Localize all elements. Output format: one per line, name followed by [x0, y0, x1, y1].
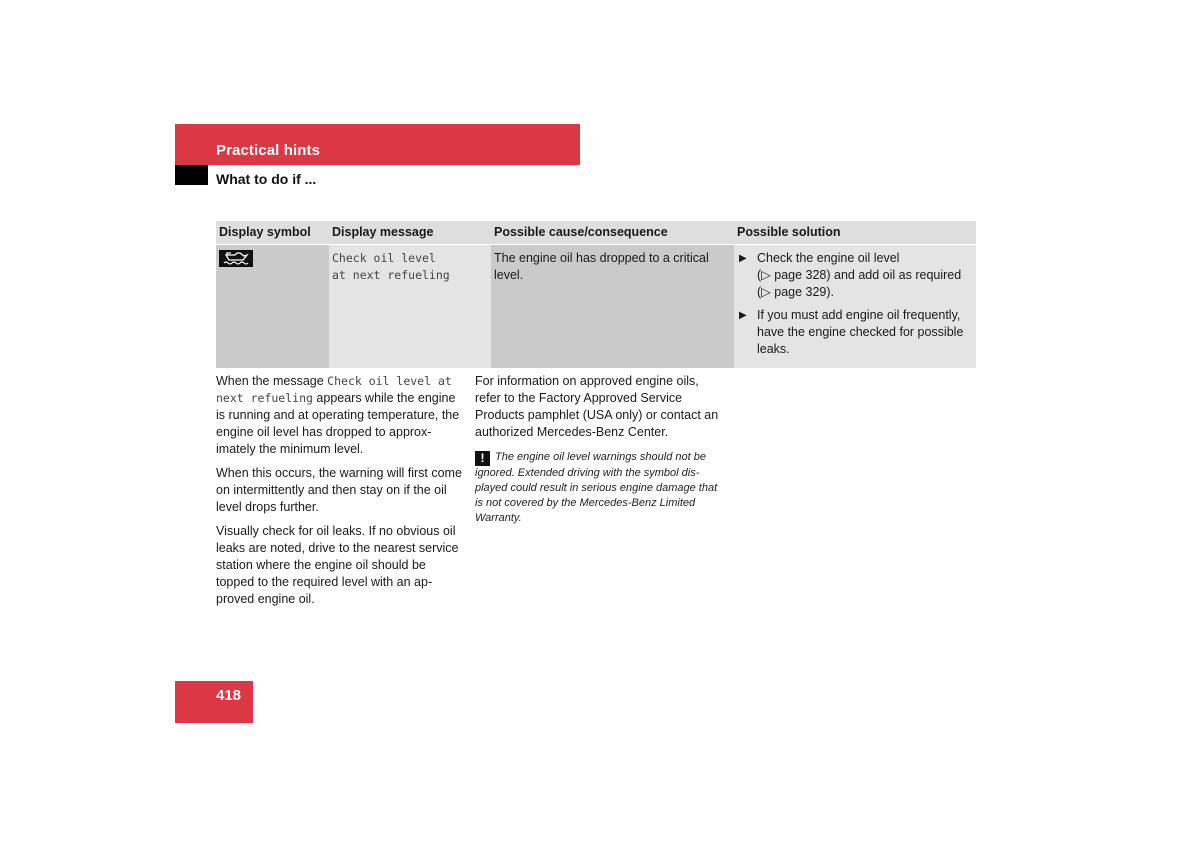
- warning-note: [475, 450, 720, 526]
- warning-text: The engine oil level warnings should not be ignored. Extended driving with the symbol displayed could result in serious engine damage that is not covered by the Mercedes-Benz Limited Warranty.: [475, 451, 718, 524]
- table-header-row: [216, 221, 976, 245]
- page-number-box: [175, 681, 253, 723]
- left-text-column: [216, 373, 462, 615]
- header-display-symbol: Display symbol: [216, 221, 329, 245]
- left-paragraph-2: When this occurs, the warning will first come on intermittently and then stay on if the oil level drops further.: [216, 466, 462, 514]
- subsection-title: What to do if ...: [216, 171, 317, 187]
- table-row: [216, 245, 976, 369]
- right-text-column: [475, 373, 720, 526]
- list-item: [737, 250, 973, 301]
- header-possible-solution: Possible solution: [734, 221, 976, 245]
- solution-list: [737, 250, 973, 358]
- header-display-message: Display message: [329, 221, 491, 245]
- section-header-bar: [175, 124, 580, 165]
- solution-1-line-1: Check the engine oil level: [757, 251, 900, 265]
- cell-possible-solution: [734, 245, 976, 369]
- bullet-arrow-icon: ▶: [739, 253, 747, 264]
- right-paragraph-1: For information on approved engine oils, refer to the Factory Approved Service Products pamphlet (USA only) or contact an authorized Mercedes-Benz Center.: [475, 374, 719, 439]
- cell-display-message: [329, 245, 491, 369]
- section-title: Practical hints: [216, 142, 321, 159]
- p1-rest: appears while the engine is running and at operating temperature, the engine oil level has dropped to approximately the minimum level.: [216, 391, 460, 456]
- left-paragraph-1: [216, 373, 462, 458]
- list-item: [737, 307, 973, 358]
- subsection-marker: [175, 165, 208, 185]
- p1-intro: When the message: [216, 374, 328, 388]
- solution-1-line-2: (▷ page 328) and add oil as required: [757, 268, 962, 282]
- left-paragraph-3: Visually check for oil leaks. If no obvious oil leaks are noted, drive to the nearest service station where the engine oil should be topped to the required level with an approved engine oil.: [216, 524, 459, 606]
- solution-1-line-3: (▷ page 329).: [757, 285, 835, 299]
- solution-2-text: If you must add engine oil frequently, have the engine checked for possible leaks.: [757, 308, 964, 356]
- display-message-table: [216, 221, 976, 368]
- engine-oil-level-icon: [219, 250, 253, 267]
- page-number: 418: [216, 687, 242, 704]
- message-line-2: at next refueling: [332, 268, 450, 282]
- warning-exclamation-icon: !: [475, 451, 490, 466]
- cell-display-symbol: [216, 245, 329, 369]
- message-line-1: Check oil level: [332, 251, 436, 265]
- cause-text: The engine oil has dropped to a critical level.: [494, 251, 709, 282]
- p1-message: Check oil level at next refueling: [216, 374, 452, 405]
- cell-possible-cause: [491, 245, 734, 369]
- header-possible-cause: Possible cause/consequence: [491, 221, 734, 245]
- bullet-arrow-icon: ▶: [739, 310, 747, 321]
